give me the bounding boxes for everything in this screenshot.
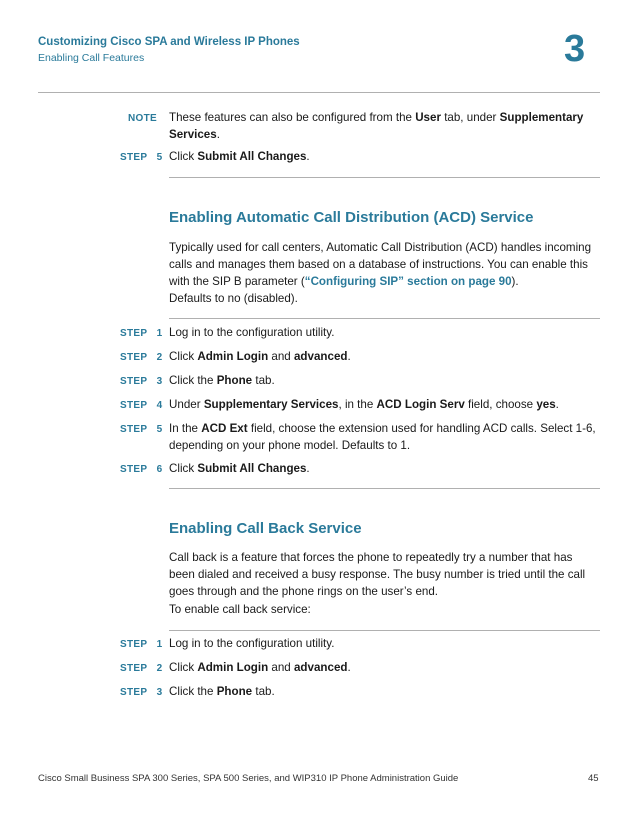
step-text: Click the Phone tab.: [169, 685, 275, 698]
chapter-number: 3: [564, 28, 586, 70]
running-header-subtitle: Enabling Call Features: [38, 52, 145, 64]
step-text: Click Admin Login and advanced.: [169, 350, 351, 363]
step-text: Click the Phone tab.: [169, 374, 275, 387]
section-rule: [169, 318, 600, 319]
step-label: STEP 3: [120, 687, 163, 698]
step-label: STEP 1: [120, 639, 163, 650]
section-rule: [169, 488, 600, 489]
xref-link[interactable]: “Configuring SIP” section on page 90: [304, 275, 512, 288]
step-text: In the ACD Ext field, choose the extension used for handling ACD calls. Select 1-6, depending on your phone model. Defaults to 1.: [169, 422, 596, 452]
note-label: NOTE: [128, 113, 157, 124]
step-label: STEP 6: [120, 464, 163, 475]
step-label: STEP 5: [120, 424, 163, 435]
callback-intro: To enable call back service:: [169, 603, 311, 616]
note-text: These features can also be configured from the User tab, under Supplementary Services.: [169, 111, 584, 141]
step-label: STEP 2: [120, 663, 163, 674]
step-label: STEP 3: [120, 376, 163, 387]
header-rule: [38, 92, 600, 93]
callback-heading: Enabling Call Back Service: [169, 520, 362, 537]
acd-defaults: Defaults to no (disabled).: [169, 292, 298, 305]
running-header-title: Customizing Cisco SPA and Wireless IP Phones: [38, 36, 300, 48]
footer-text: Cisco Small Business SPA 300 Series, SPA 500 Series, and WIP310 IP Phone Administration Guide: [38, 773, 459, 784]
step-label: STEP 2: [120, 352, 163, 363]
step-text: Under Supplementary Services, in the ACD Login Serv field, choose yes.: [169, 398, 559, 411]
step-label: STEP 1: [120, 328, 163, 339]
section-rule: [169, 630, 600, 631]
step-text: Click Admin Login and advanced.: [169, 661, 351, 674]
section-rule: [169, 177, 600, 178]
acd-paragraph: Typically used for call centers, Automatic Call Distribution (ACD) handles incoming calls and manages them based on a database of instructions. You can enable this with the SIP B parameter (“Configuring SIP” section on page 90).: [169, 241, 592, 288]
step-label: STEP 5: [120, 152, 163, 163]
step-label: STEP 4: [120, 400, 163, 411]
step-text: Click Submit All Changes.: [169, 462, 310, 475]
step-text: Log in to the configuration utility.: [169, 326, 335, 339]
acd-heading: Enabling Automatic Call Distribution (ACD) Service: [169, 209, 534, 226]
step-text: Log in to the configuration utility.: [169, 637, 335, 650]
callback-paragraph: Call back is a feature that forces the phone to repeatedly try a number that has been dialed and received a busy response. The busy number is tried until the call goes through and the phone rings on the user’s end.: [169, 551, 586, 598]
page-number: 45: [588, 773, 599, 784]
step-text: Click Submit All Changes.: [169, 150, 310, 163]
